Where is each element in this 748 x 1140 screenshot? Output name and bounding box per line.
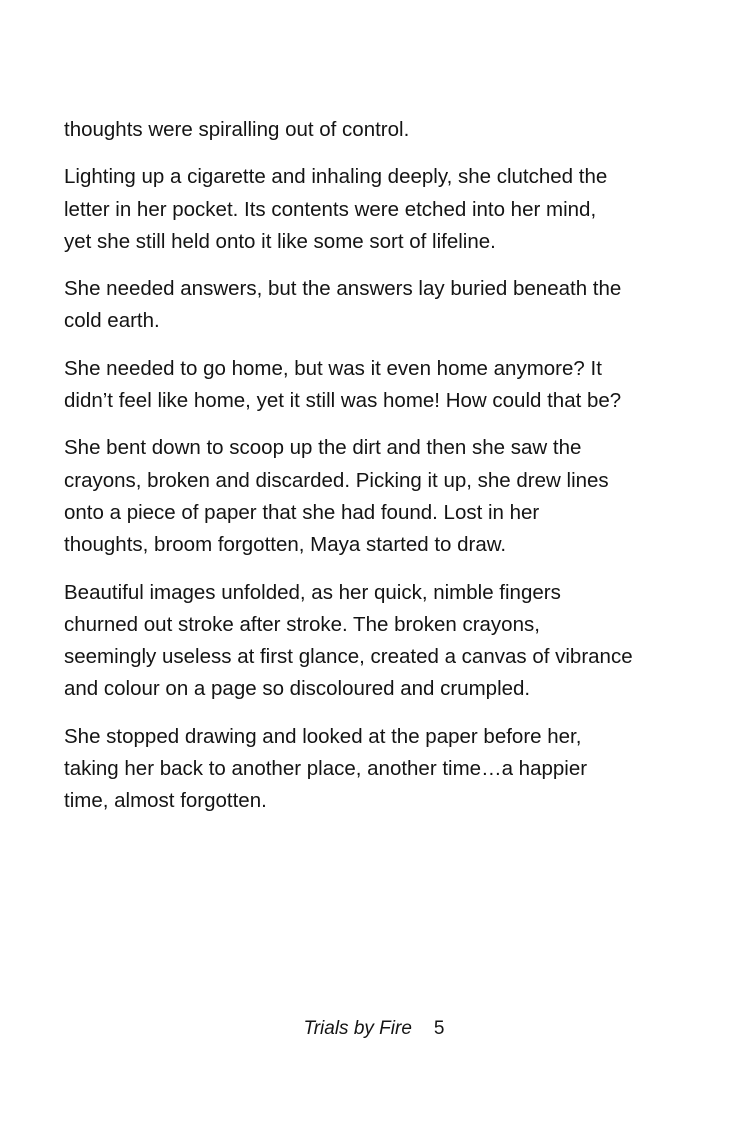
paragraph [64,161,684,258]
book-title: Trials by Fire [303,1018,412,1039]
text-line: She bent down to scoop up the dirt and then she saw the [64,436,582,460]
paragraph [64,114,684,146]
text-line: thoughts were spiralling out of control. [64,118,410,141]
text-line: She needed to go home, but was it even home anymore? It [64,356,602,380]
text-line: yet she still held onto it like some sort of lifeline. [64,229,496,253]
paragraph [64,721,684,818]
text-line: letter in her pocket. Its contents were etched into her mind, [64,197,597,221]
text-line: Beautiful images unfolded, as her quick, nimble fingers [64,580,561,604]
text-line: Lighting up a cigarette and inhaling deeply, she clutched the [64,165,608,189]
page-footer [0,1015,748,1043]
text-line: seemingly useless at first glance, created a canvas of vibrance [64,645,633,669]
text-line: cold earth. [64,309,160,333]
text-line: and colour on a page so discoloured and crumpled. [64,677,531,701]
text-line: She needed answers, but the answers lay buried beneath the [64,277,622,301]
paragraph [64,577,684,706]
text-line: crayons, broken and discarded. Picking it up, she drew lines [64,468,609,492]
text-line: onto a piece of paper that she had found. Lost in her [64,500,540,524]
page-number: 5 [433,1018,445,1039]
text-line: taking her back to another place, another time…a happier [64,757,588,781]
body-text [64,114,684,833]
text-line: thoughts, broom forgotten, Maya started to draw. [64,533,507,557]
paragraph [64,273,684,338]
paragraph [64,432,684,561]
paragraph [64,353,684,418]
text-line: churned out stroke after stroke. The broken crayons, [64,612,540,636]
text-line: didn’t feel like home, yet it still was home! How could that be? [64,389,622,413]
text-line: time, almost forgotten. [64,789,267,813]
text-line: She stopped drawing and looked at the paper before her, [64,724,582,748]
